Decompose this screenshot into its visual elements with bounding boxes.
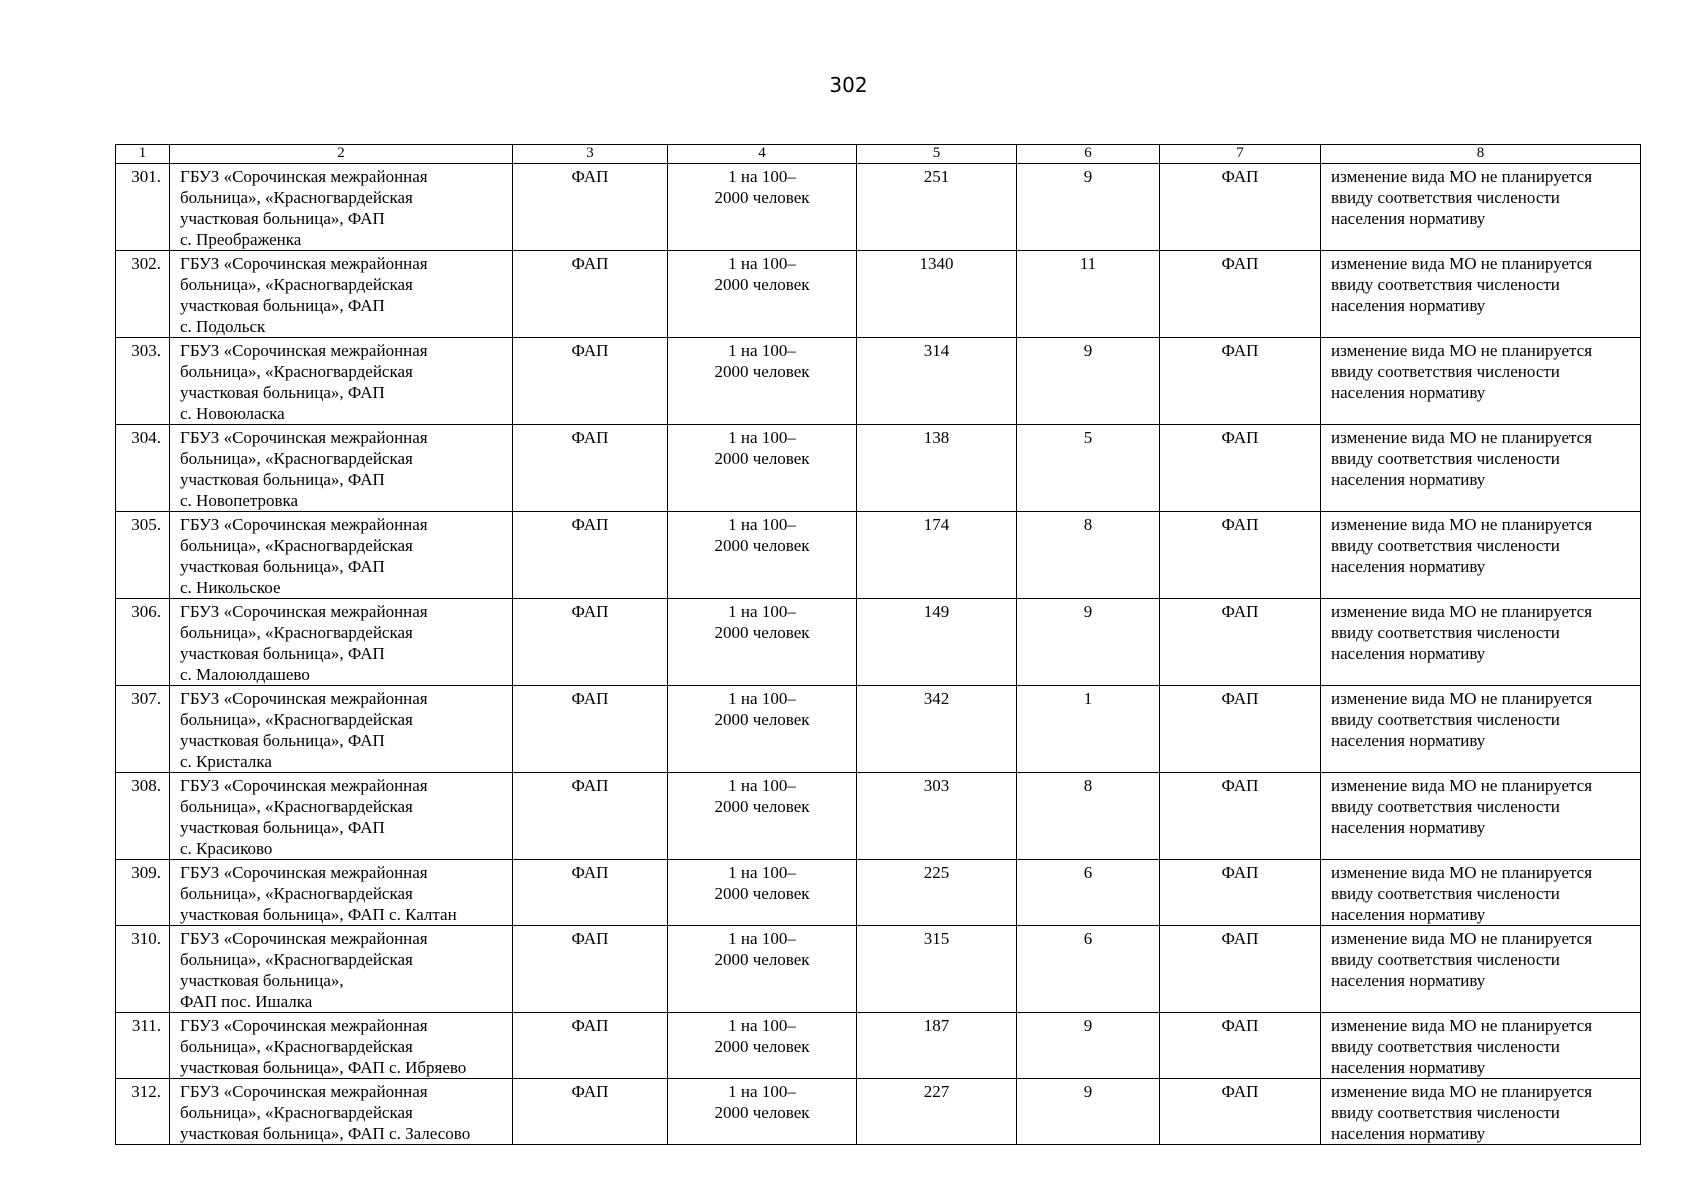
norm-cell: 1 на 100– 2000 человек [668,251,857,338]
population-cell: 225 [857,860,1017,926]
staff-cell: 9 [1017,338,1160,425]
staff-cell: 6 [1017,926,1160,1013]
population-cell: 227 [857,1079,1017,1145]
staff-cell: 6 [1017,860,1160,926]
population-cell: 315 [857,926,1017,1013]
planned-type-cell: ФАП [1160,512,1321,599]
row-number-cell: 311. [116,1013,170,1079]
norm-cell: 1 на 100– 2000 человек [668,773,857,860]
header-cell: 6 [1017,145,1160,164]
table-row [116,860,1641,926]
facility-type-cell: ФАП [513,1013,668,1079]
row-number-cell: 301. [116,164,170,251]
note-cell: изменение вида МО не планируется ввиду соответствия числености населения нормативу [1321,164,1641,251]
planned-type-cell: ФАП [1160,686,1321,773]
organization-cell: ГБУЗ «Сорочинская межрайонная больница», «Красногвардейская участковая больница», ФАП с. Ибряево [170,1013,513,1079]
facility-type-cell: ФАП [513,860,668,926]
table-row [116,686,1641,773]
note-cell: изменение вида МО не планируется ввиду соответствия числености населения нормативу [1321,599,1641,686]
planned-type-cell: ФАП [1160,425,1321,512]
planned-type-cell: ФАП [1160,860,1321,926]
note-cell: изменение вида МО не планируется ввиду соответствия числености населения нормативу [1321,860,1641,926]
population-cell: 251 [857,164,1017,251]
row-number-cell: 305. [116,512,170,599]
norm-cell: 1 на 100– 2000 человек [668,425,857,512]
staff-cell: 8 [1017,512,1160,599]
staff-cell: 5 [1017,425,1160,512]
facility-type-cell: ФАП [513,164,668,251]
row-number-cell: 309. [116,860,170,926]
facility-type-cell: ФАП [513,926,668,1013]
facility-type-cell: ФАП [513,251,668,338]
staff-cell: 9 [1017,599,1160,686]
table-row [116,338,1641,425]
note-cell: изменение вида МО не планируется ввиду соответствия числености населения нормативу [1321,512,1641,599]
population-cell: 303 [857,773,1017,860]
facility-type-cell: ФАП [513,773,668,860]
organization-cell: ГБУЗ «Сорочинская межрайонная больница», «Красногвардейская участковая больница», ФАП с. Новоюласка [170,338,513,425]
facility-type-cell: ФАП [513,599,668,686]
note-cell: изменение вида МО не планируется ввиду соответствия числености населения нормативу [1321,425,1641,512]
note-cell: изменение вида МО не планируется ввиду соответствия числености населения нормативу [1321,686,1641,773]
page-number: 302 [829,73,868,97]
facilities-table [115,144,1641,1145]
table-body [116,164,1641,1145]
table-row [116,251,1641,338]
norm-cell: 1 на 100– 2000 человек [668,926,857,1013]
planned-type-cell: ФАП [1160,338,1321,425]
norm-cell: 1 на 100– 2000 человек [668,512,857,599]
organization-cell: ГБУЗ «Сорочинская межрайонная больница», «Красногвардейская участковая больница», ФАП с. Новопетровка [170,425,513,512]
organization-cell: ГБУЗ «Сорочинская межрайонная больница», «Красногвардейская участковая больница», ФАП пос. Ишалка [170,926,513,1013]
norm-cell: 1 на 100– 2000 человек [668,860,857,926]
header-row [116,145,1641,164]
facility-type-cell: ФАП [513,512,668,599]
header-cell: 7 [1160,145,1321,164]
header-cell: 8 [1321,145,1641,164]
staff-cell: 11 [1017,251,1160,338]
staff-cell: 9 [1017,1013,1160,1079]
table-row [116,599,1641,686]
facility-type-cell: ФАП [513,425,668,512]
norm-cell: 1 на 100– 2000 человек [668,164,857,251]
population-cell: 138 [857,425,1017,512]
organization-cell: ГБУЗ «Сорочинская межрайонная больница», «Красногвардейская участковая больница», ФАП с. Калтан [170,860,513,926]
table-row [116,164,1641,251]
population-cell: 314 [857,338,1017,425]
note-cell: изменение вида МО не планируется ввиду соответствия числености населения нормативу [1321,926,1641,1013]
row-number-cell: 306. [116,599,170,686]
population-cell: 342 [857,686,1017,773]
staff-cell: 9 [1017,164,1160,251]
table-row [116,773,1641,860]
note-cell: изменение вида МО не планируется ввиду соответствия числености населения нормативу [1321,1013,1641,1079]
header-cell: 3 [513,145,668,164]
organization-cell: ГБУЗ «Сорочинская межрайонная больница», «Красногвардейская участковая больница», ФАП с. Залесово [170,1079,513,1145]
norm-cell: 1 на 100– 2000 человек [668,1013,857,1079]
staff-cell: 9 [1017,1079,1160,1145]
header-cell: 5 [857,145,1017,164]
norm-cell: 1 на 100– 2000 человек [668,686,857,773]
organization-cell: ГБУЗ «Сорочинская межрайонная больница», «Красногвардейская участковая больница», ФАП с. Никольское [170,512,513,599]
table-row [116,1013,1641,1079]
organization-cell: ГБУЗ «Сорочинская межрайонная больница», «Красногвардейская участковая больница», ФАП с. Подольск [170,251,513,338]
note-cell: изменение вида МО не планируется ввиду соответствия числености населения нормативу [1321,773,1641,860]
planned-type-cell: ФАП [1160,926,1321,1013]
header-cell: 2 [170,145,513,164]
row-number-cell: 304. [116,425,170,512]
note-cell: изменение вида МО не планируется ввиду соответствия числености населения нормативу [1321,251,1641,338]
note-cell: изменение вида МО не планируется ввиду соответствия числености населения нормативу [1321,1079,1641,1145]
row-number-cell: 307. [116,686,170,773]
facility-type-cell: ФАП [513,338,668,425]
row-number-cell: 303. [116,338,170,425]
header-cell: 4 [668,145,857,164]
table-row [116,425,1641,512]
organization-cell: ГБУЗ «Сорочинская межрайонная больница», «Красногвардейская участковая больница», ФАП с. Красиково [170,773,513,860]
table-row [116,1079,1641,1145]
population-cell: 174 [857,512,1017,599]
table-row [116,512,1641,599]
row-number-cell: 308. [116,773,170,860]
row-number-cell: 310. [116,926,170,1013]
norm-cell: 1 на 100– 2000 человек [668,599,857,686]
note-cell: изменение вида МО не планируется ввиду соответствия числености населения нормативу [1321,338,1641,425]
norm-cell: 1 на 100– 2000 человек [668,1079,857,1145]
population-cell: 1340 [857,251,1017,338]
organization-cell: ГБУЗ «Сорочинская межрайонная больница», «Красногвардейская участковая больница», ФАП с. Малоюлдашево [170,599,513,686]
staff-cell: 8 [1017,773,1160,860]
header-cell: 1 [116,145,170,164]
staff-cell: 1 [1017,686,1160,773]
planned-type-cell: ФАП [1160,599,1321,686]
planned-type-cell: ФАП [1160,1013,1321,1079]
row-number-cell: 302. [116,251,170,338]
facility-type-cell: ФАП [513,686,668,773]
norm-cell: 1 на 100– 2000 человек [668,338,857,425]
organization-cell: ГБУЗ «Сорочинская межрайонная больница», «Красногвардейская участковая больница», ФАП с. Кристалка [170,686,513,773]
facility-type-cell: ФАП [513,1079,668,1145]
planned-type-cell: ФАП [1160,251,1321,338]
row-number-cell: 312. [116,1079,170,1145]
planned-type-cell: ФАП [1160,164,1321,251]
planned-type-cell: ФАП [1160,773,1321,860]
population-cell: 187 [857,1013,1017,1079]
table-row [116,926,1641,1013]
population-cell: 149 [857,599,1017,686]
organization-cell: ГБУЗ «Сорочинская межрайонная больница», «Красногвардейская участковая больница», ФАП с. Преображенка [170,164,513,251]
planned-type-cell: ФАП [1160,1079,1321,1145]
